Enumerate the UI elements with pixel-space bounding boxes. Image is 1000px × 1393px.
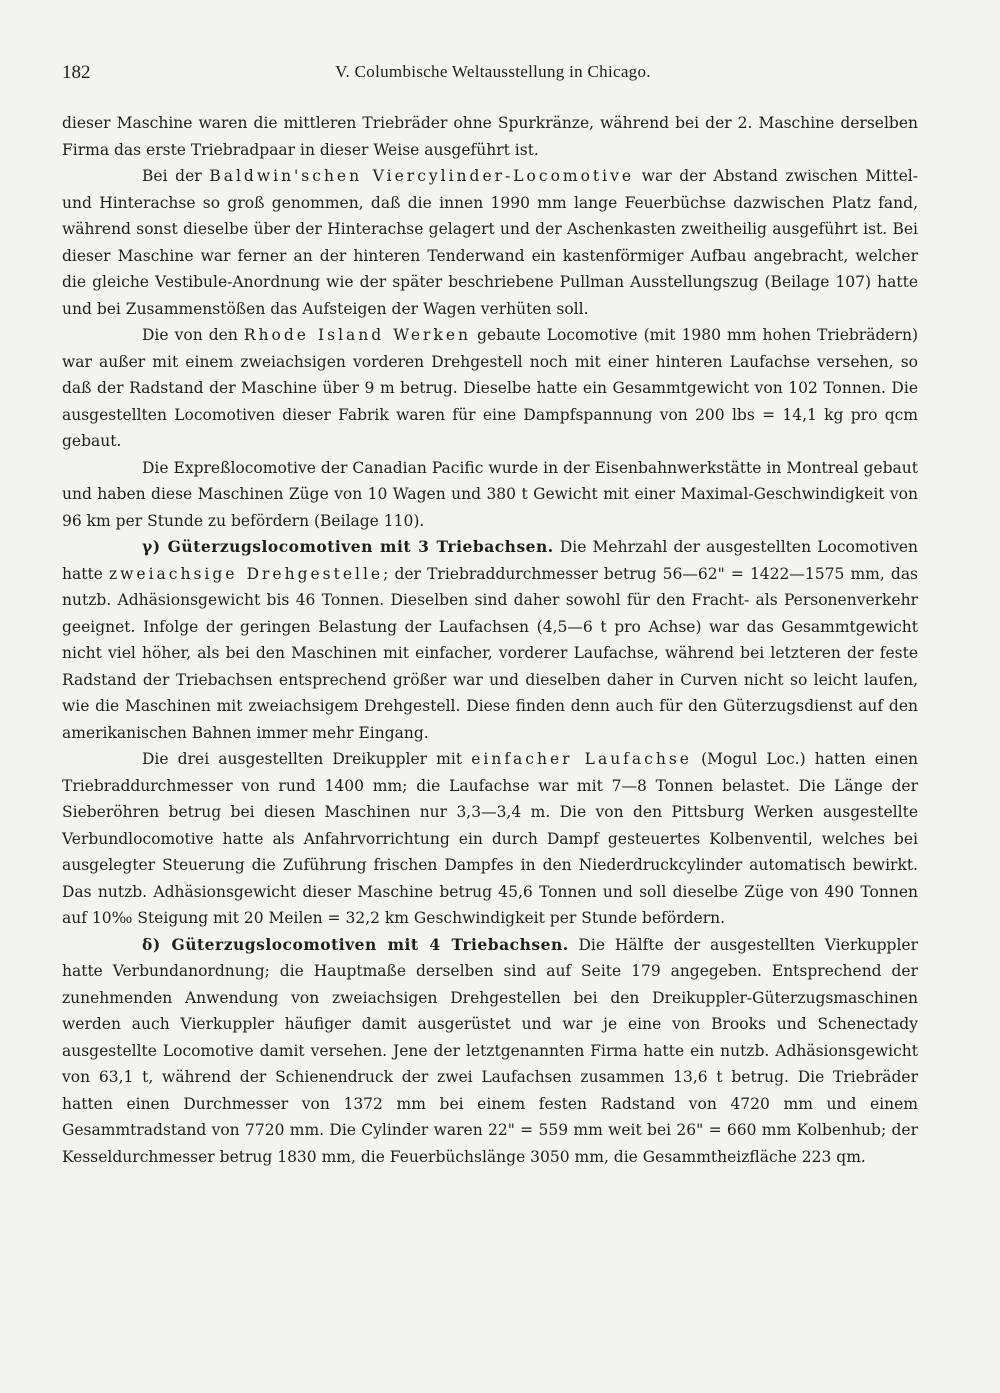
- paragraph: [62, 932, 918, 1171]
- paragraph-text: ; der Triebraddurchmesser betrug 56—62" = 1422—1575 mm, das nutzb. Adhäsionsgewicht bis 46 Tonnen. Dieselben sind daher sowohl für den Fracht- als Personenverkehr geeignet. Infolge der geringen Belastung der Laufachsen (4,5—6 t pro Achse) war das Gesammtgewicht nicht viel höher, als bei den Maschinen mit einfacher, vorderer Laufachse, während bei letzteren der feste Radstand der Triebachsen entsprechend größer war und dieselben daher in Curven nicht so leicht laufen, wie die Maschinen mit zweiachsigem Drehgestell. Diese finden denn auch für den Güterzugsdienst auf den amerikanischen Bahnen immer mehr Eingang.: [62, 564, 919, 742]
- paragraph-text: Die Mehrzahl der ausgestellten Locomotiven hatte: [62, 538, 918, 583]
- paragraph: [62, 322, 918, 455]
- paragraph: [62, 163, 918, 322]
- paragraph: [62, 746, 918, 932]
- body-text: [62, 110, 918, 1170]
- paragraph-text: Bei der: [142, 167, 210, 185]
- running-title: V. Columbische Weltausstellung in Chicago.: [335, 62, 651, 81]
- paragraph-text: Die Expreßlocomotive der Canadian Pacific wurde in der Eisenbahnwerkstätte in Montreal gebaut und haben diese Maschinen Züge von 10 Wagen und 380 t Gewicht mit einer Maximal-Geschwindigkeit von 96 km per Stunde zu befördern (Beilage 110).: [62, 458, 918, 530]
- paragraph: [62, 110, 918, 163]
- page-header: [62, 62, 924, 92]
- paragraph-text: gebaute Locomotive (mit 1980 mm hohen Triebrädern) war außer mit einem zweiachsigen vorderen Drehgestell noch mit einer hinteren Laufachse versehen, so daß der Radstand der Maschine über 9 m betrug. Dieselbe hatte ein Gesammtgewicht von 102 Tonnen. Die ausgestellten Locomotiven dieser Fabrik waren für eine Dampfspannung von 200 lbs = 14,1 kg pro qcm gebaut.: [62, 326, 918, 450]
- spaced-emphasis: Rhode Island Werken: [243, 326, 472, 344]
- paragraph: [62, 455, 918, 535]
- spaced-emphasis: zweiachsige Drehgestelle: [108, 564, 384, 583]
- paragraph: [62, 534, 918, 746]
- paragraph-text: (Mogul Loc.) hatten einen Triebraddurchmesser von rund 1400 mm; die Laufachse war mit 7—8 Tonnen belastet. Die Länge der Sieberöhren betrug bei diesen Maschinen nur 3,3—3,4 m. Die von den Pittsburg Werken ausgestellte Verbundlocomotive hatte als Anfahrvorrichtung ein durch Dampf gesteuertes Kolbenventil, welches bei ausgelegter Steuerung die Zuführung frischen Dampfes in den Niederdruckcylinder automatisch bewirkt. Das nutzb. Adhäsionsgewicht dieser Maschine betrug 45,6 Tonnen und soll dieselbe Züge von 490 Tonnen auf 10‰ Steigung mit 20 Meilen = 32,2 km Geschwindigkeit per Stunde befördern.: [62, 750, 918, 927]
- paragraph-text: Die Hälfte der ausgestellten Vierkuppler hatte Verbundanordnung; die Hauptmaße derselben sind auf Seite 179 angegeben. Entsprechend der zunehmenden Anwendung von zweiachsigen Drehgestellen bei den Dreikuppler-Güterzugsmaschinen werden auch Vierkuppler häufiger damit ausgerüstet und war je eine von Brooks und Schenectady ausgestellte Locomotive damit versehen. Jene der letztgenannten Firma hatte ein nutzb. Adhäsionsgewicht von 63,1 t, während der Schienendruck der zwei Laufachsen zusammen 13,6 t betrug. Die Triebräder hatten einen Durchmesser von 1372 mm bei einem festen Radstand von 4720 mm und einem Gesammtradstand von 7720 mm. Die Cylinder waren 22" = 559 mm weit bei 26" = 660 mm Kolbenhub; der Kesseldurchmesser betrug 1830 mm, die Feuerbüchslänge 3050 mm, die Gesammtheizfläche 223 qm.: [62, 935, 918, 1166]
- spaced-emphasis: Baldwin'schen Viercylinder-Locomotive: [209, 167, 635, 185]
- paragraph-text: Die von den: [142, 326, 244, 344]
- paragraph-text: Die drei ausgestellten Dreikuppler mit: [142, 750, 472, 768]
- paragraph-text: dieser Maschine waren die mittleren Triebräder ohne Spurkränze, während bei der 2. Maschine derselben Firma das erste Triebradpaar in dieser Weise ausgeführt ist.: [62, 114, 918, 159]
- spaced-emphasis: einfacher Laufachse: [471, 750, 692, 768]
- page-number: 182: [62, 62, 91, 83]
- section-heading: γ) Güterzugslocomotiven mit 3 Triebachsen.: [142, 537, 554, 556]
- section-heading: δ) Güterzugslocomotiven mit 4 Triebachsen.: [142, 934, 569, 954]
- paragraph-text: war der Abstand zwischen Mittel- und Hinterachse so groß genommen, daß die innen 1990 mm lange Feuerbüchse dazwischen Platz fand, während sonst dieselbe über der Hinterachse gelagert und der Aschenkasten zweitheilig ausgeführt ist. Bei dieser Maschine war ferner an der hinteren Tenderwand ein kastenförmiger Aufbau angebracht, welcher die gleiche Vestibule-Anordnung wie der später beschriebene Pullman Ausstellungszug (Beilage 107) hatte und bei Zusammenstößen das Aufsteigen der Wagen verhüten soll.: [62, 167, 918, 318]
